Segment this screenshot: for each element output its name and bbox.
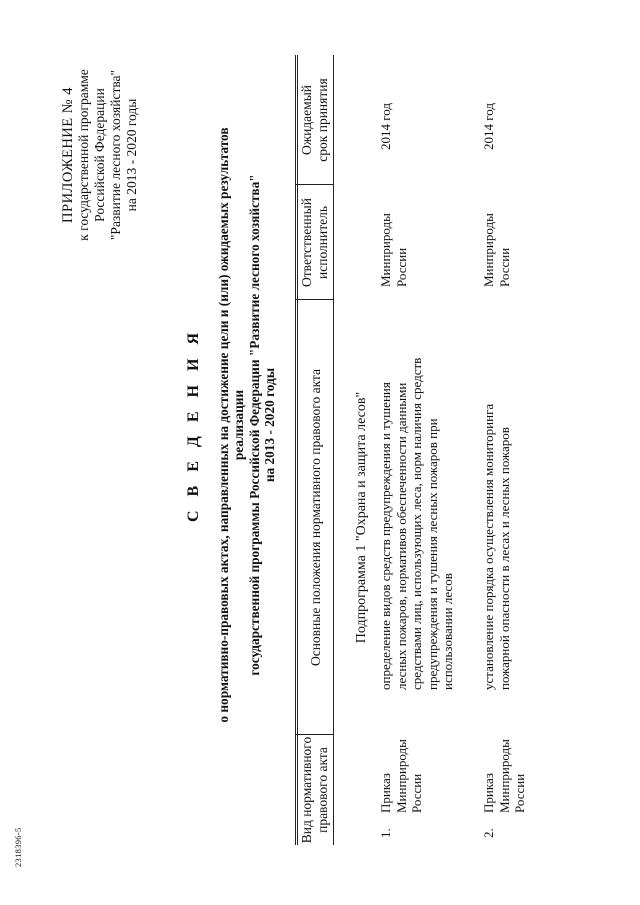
cell-text: Приказ bbox=[481, 773, 496, 813]
header-text: Ответственный bbox=[299, 198, 314, 287]
header-text: исполнитель bbox=[315, 206, 330, 279]
cell-text: России bbox=[512, 773, 527, 813]
row-responsible bbox=[378, 187, 409, 287]
cell-text: Минприроды bbox=[378, 213, 393, 287]
cell-text: Приказ bbox=[378, 773, 393, 813]
row-act-type bbox=[481, 733, 528, 813]
cell-text: использовании лесов bbox=[440, 573, 455, 690]
appendix-title: ПРИЛОЖЕНИЕ № 4 bbox=[60, 87, 76, 223]
appendix-line: Российской Федерации bbox=[92, 88, 107, 222]
heading-line: на 2013 - 2020 годы bbox=[262, 367, 277, 483]
header-act-type bbox=[299, 735, 331, 845]
header-responsible bbox=[299, 185, 331, 300]
cell-text: Минприроды bbox=[481, 213, 496, 287]
cell-text: определение видов средств предупреждения и тушения bbox=[378, 382, 393, 690]
header-text: Ожидаемый bbox=[299, 85, 314, 155]
document-stamp: 2318396-5 bbox=[13, 827, 23, 867]
cell-text: России bbox=[409, 773, 424, 813]
table-border-top-double bbox=[297, 55, 298, 845]
heading-line: государственной программы Российской Федерации "Развитие лесного хозяйства" bbox=[246, 174, 262, 676]
cell-text: лесных пожаров, нормативов обеспеченности данными bbox=[393, 382, 409, 690]
header-text: Основные положения нормативного правового акта bbox=[308, 368, 323, 667]
cell-text: пожарной опасности в лесах и лесных пожаров bbox=[496, 427, 512, 690]
table-border-top bbox=[295, 55, 296, 845]
cell-text: России bbox=[393, 247, 409, 287]
row-description bbox=[481, 290, 512, 690]
row-term: 2014 год bbox=[378, 103, 393, 150]
cell-text: Минприроды bbox=[393, 739, 409, 813]
heading-line: о нормативно-правовых актах, направленных на достижение цели и (или) ожидаемых результатов реализации bbox=[215, 127, 246, 723]
cell-text: установление порядка осуществления мониторинга bbox=[481, 403, 496, 690]
row-term: 2014 год bbox=[481, 103, 496, 150]
cell-text: предупреждения и тушения лесных пожаров при bbox=[424, 418, 440, 690]
cell-text: России bbox=[496, 247, 512, 287]
row-act-type bbox=[378, 733, 425, 813]
subprogram-title: Подпрограмма 1 "Охрана и защита лесов" bbox=[354, 391, 369, 644]
document-heading bbox=[186, 115, 278, 735]
row-responsible bbox=[481, 187, 512, 287]
header-text: срок принятия bbox=[315, 78, 330, 162]
row-description bbox=[378, 290, 456, 690]
header-text: Вид нормативного bbox=[299, 736, 314, 844]
appendix-block bbox=[60, 40, 140, 270]
header-main-provisions bbox=[308, 300, 324, 735]
appendix-line: "Развитие лесного хозяйства" bbox=[108, 69, 123, 241]
cell-text: Минприроды bbox=[496, 739, 512, 813]
document-title: С В Е Д Е Н И Я bbox=[185, 327, 202, 523]
cell-text: средствами лиц, использующих леса, норм наличия средств bbox=[409, 357, 424, 690]
row-number: 2. bbox=[481, 828, 496, 838]
appendix-line: на 2013 - 2020 годы bbox=[124, 98, 139, 212]
row-number: 1. bbox=[378, 828, 393, 838]
header-expected-term bbox=[299, 55, 331, 185]
header-text: правового акта bbox=[315, 747, 330, 833]
appendix-line: к государственной программе bbox=[76, 69, 91, 241]
table-header-divider bbox=[333, 55, 334, 845]
